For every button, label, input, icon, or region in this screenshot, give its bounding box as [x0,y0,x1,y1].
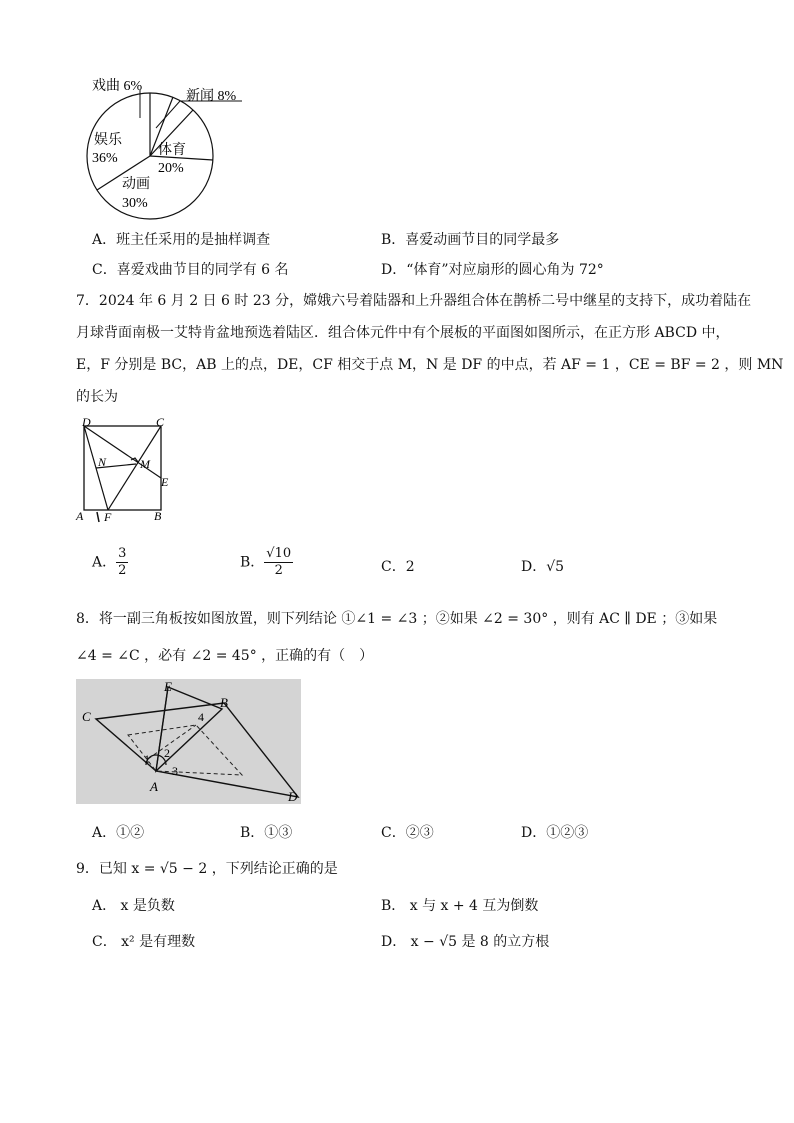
q8-option-b: B．①③ [240,825,293,841]
q7-text-line-2: 月球背面南极一艾特肯盆地预选着陆区．组合体元件中有个展板的平面图如图所示，在正方形 ABCD 中， [76,325,730,341]
denominator: 2 [118,563,127,578]
angle-2: 2 [164,746,170,760]
label-opera: 戏曲 6% [92,79,143,94]
label-entertainment-name: 娱乐 [94,133,122,148]
q9-option-b: B． x 与 x + 4 互为倒数 [381,898,539,914]
point-a: A [76,509,84,523]
point-m: M [140,457,150,471]
q7-option-a [92,546,128,579]
label-news: 新闻 8% [186,89,237,104]
q8-option-a: A．①② [92,825,145,841]
label-sport-pct: 20% [158,161,184,176]
point-f: F [104,510,112,524]
angle-3: 3 [172,764,178,778]
point-d: D [288,789,298,804]
triangle-boards-figure [76,679,301,804]
q7-option-a-label: A． [92,554,117,571]
fraction-root10-halves [264,546,293,579]
q6-option-c: C．喜爱戏曲节目的同学有 6 名 [92,262,289,278]
q8-option-d: D．①②③ [521,825,589,841]
label-sport-name: 体育 [158,143,186,158]
q7-text-line-4: 的长为 [76,389,118,405]
tick-mark-f [97,512,99,522]
q8-text-line-1: 8．将一副三角板按如图放置，则下列结论 ①∠1 = ∠3 ；②如果 ∠2 = 30° ，则有 AC ∥ DE ；③如果 [76,611,718,627]
point-c: C [82,709,91,724]
q8-text-line-2: ∠4 = ∠C ，必有 ∠2 = 45° ，正确的有（ ） [76,648,374,664]
q9-stem: 9．已知 x = √5 − 2 ，下列结论正确的是 [76,861,338,877]
label-animation-name: 动画 [122,177,150,192]
point-d: D [82,415,91,429]
label-entertainment-pct: 36% [92,151,118,166]
q7-option-d: D．√5 [521,559,565,575]
q8-option-c: C．②③ [381,825,434,841]
segment-cf [108,426,161,510]
fraction-three-halves [116,546,128,579]
point-b: B [154,509,162,523]
q9-option-c: C． x² 是有理数 [92,934,196,950]
denominator: 2 [274,563,283,578]
point-c: C [156,415,165,429]
leader-news-diag [156,101,180,128]
q9-option-d: D． x − √5 是 8 的立方根 [381,934,550,950]
pie-chart [70,70,260,220]
numerator: 3 [118,546,127,561]
q7-text-line-3: E，F 分别是 BC，AB 上的点，DE，CF 相交于点 M，N 是 DF 的中点，若 AF = 1 ，CE = BF = 2 ，则 MN [76,357,784,373]
q7-square-figure [72,414,182,526]
board-large [96,703,298,797]
label-animation-pct: 30% [122,196,148,211]
line-dashed-inner [148,725,196,759]
angle-4: 4 [198,710,204,724]
angle-1: 1 [144,752,150,766]
point-e: E [164,679,172,694]
q7-option-b [240,546,293,579]
point-e: E [161,475,169,489]
q6-option-d: D．“体育”对应扇形的圆心角为 72° [381,262,604,278]
q7-option-c: C．2 [381,559,415,575]
q6-option-b: B．喜爱动画节目的同学最多 [381,232,560,248]
q7-text-line-1: 7．2024 年 6 月 2 日 6 时 23 分，嫦娥六号着陆器和上升器组合体在鹊桥二号中继星的支持下，成功着陆在 [76,293,752,309]
numerator: √10 [266,546,292,561]
point-a: A [150,779,158,794]
q6-option-a: A．班主任采用的是抽样调查 [92,232,271,248]
q9-option-a: A． x 是负数 [92,898,175,914]
point-n: N [98,455,107,469]
q7-option-b-label: B． [240,554,265,571]
q8-photo-figure [76,679,301,804]
point-b: B [220,695,228,710]
